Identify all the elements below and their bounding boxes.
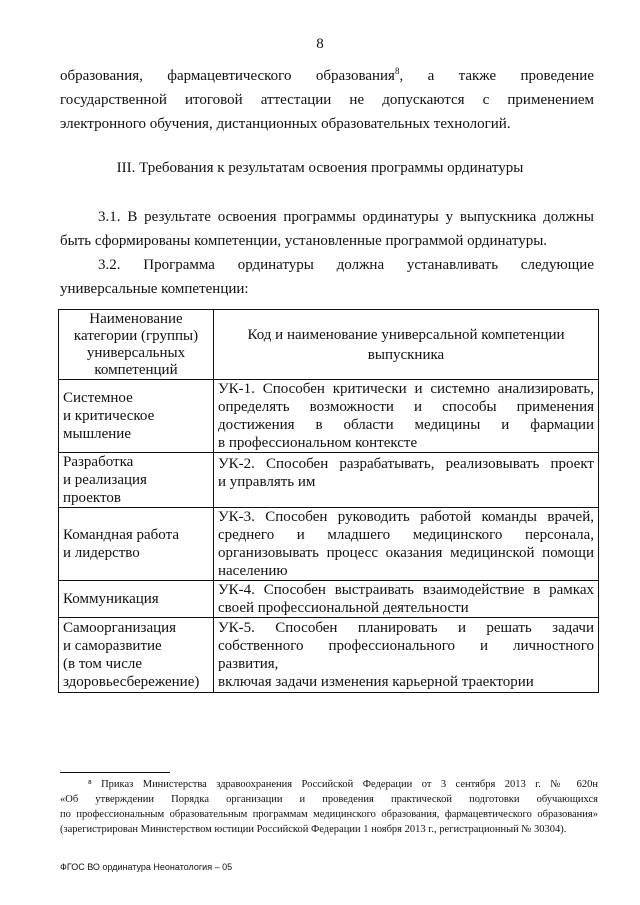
category-line: Системное xyxy=(63,390,133,406)
footnote-divider xyxy=(60,772,170,773)
footnote-line: по профессиональным образовательным программам медицинского образования, фармацевтического образования» xyxy=(60,809,598,820)
header-competence-line: Код и наименование универсальной компетенции xyxy=(247,326,565,343)
competence-line: включая задачи изменения карьерной траектории xyxy=(218,674,534,690)
competence-cell xyxy=(214,581,599,618)
category-line: Командная работа xyxy=(63,527,180,543)
category-line: Разработка xyxy=(63,454,134,470)
category-cell xyxy=(59,581,214,618)
category-line: и реализация xyxy=(63,472,147,488)
table-row xyxy=(59,581,599,618)
category-line: проектов xyxy=(63,490,121,506)
competence-line: своей профессиональной деятельности xyxy=(218,600,469,616)
category-cell xyxy=(59,380,214,453)
table-row xyxy=(59,618,599,693)
header-competence-line: выпускника xyxy=(367,346,445,363)
competence-cell xyxy=(214,453,599,508)
p32-line-2: универсальные компетенции: xyxy=(60,281,249,297)
paragraph-3-2 xyxy=(60,253,594,301)
competencies-table xyxy=(58,309,599,693)
competence-line: собственного профессионального и личностного развития, xyxy=(218,638,594,672)
competence-line: УК-4. Способен выстраивать взаимодействие в рамках xyxy=(218,582,594,598)
p31-line-2: быть сформированы компетенции, установленные программой ординатуры. xyxy=(60,233,548,249)
competence-cell xyxy=(214,618,599,693)
category-line: и критическое xyxy=(63,408,155,424)
footnote xyxy=(60,777,598,837)
competence-line: населению xyxy=(218,563,288,579)
category-cell xyxy=(59,508,214,581)
intro-line-2: государственной итоговой аттестации не допускаются с применением xyxy=(60,92,594,108)
intro-paragraph xyxy=(60,64,594,136)
header-competence xyxy=(214,310,599,380)
page-number: 8 xyxy=(316,36,324,52)
intro-line-3: электронного обучения, дистанционных образовательных технологий. xyxy=(60,116,511,132)
competence-line: УК-3. Способен руководить работой команды врачей, xyxy=(218,509,594,525)
competence-line: и управлять им xyxy=(218,474,316,490)
footnote-ref: 8 xyxy=(394,66,400,76)
competence-cell xyxy=(214,508,599,581)
header-category-line: универсальных xyxy=(86,344,186,361)
competence-line: УК-5. Способен планировать и решать задачи xyxy=(218,620,594,636)
category-line: здоровьесбережение) xyxy=(63,674,200,690)
section-heading: III. Требования к результатам освоения программы ординатуры xyxy=(116,160,524,176)
competence-line: организовывать процесс оказания медицинской помощи xyxy=(218,545,594,561)
competence-line: определять возможности и способы применения xyxy=(218,399,594,415)
header-category-line: категории (группы) xyxy=(73,327,199,344)
footnote-line: «Об утверждении Порядка организации и проведения практической подготовки обучающихся xyxy=(60,794,598,805)
competence-line: УК-2. Способен разрабатывать, реализовывать проект xyxy=(218,456,594,472)
table-header-row xyxy=(59,310,599,380)
category-line: и лидерство xyxy=(63,545,140,561)
category-line: и саморазвитие xyxy=(63,638,162,654)
category-line: Коммуникация xyxy=(63,591,159,607)
competence-line: достижения в области медицины и фармации xyxy=(218,417,594,433)
competence-line: среднего и младшего медицинского персонала, xyxy=(218,527,594,543)
competence-line: УК-1. Способен критически и системно анализировать, xyxy=(218,381,594,397)
category-cell xyxy=(59,618,214,693)
table-row xyxy=(59,508,599,581)
competence-line: в профессиональном контексте xyxy=(218,435,418,451)
category-line: Самоорганизация xyxy=(63,620,177,636)
header-category xyxy=(59,310,214,380)
category-line: (в том числе xyxy=(63,656,143,672)
p31-line-1: 3.1. В результате освоения программы ординатуры у выпускника должны xyxy=(98,209,594,225)
header-category-line: Наименование xyxy=(89,310,183,327)
document-footer: ФГОС ВО ординатура Неонатология – 05 xyxy=(60,862,233,872)
paragraph-3-1 xyxy=(60,205,594,253)
table-row xyxy=(59,380,599,453)
footnote-line: ⁸ Приказ Министерства здравоохранения Российской Федерации от 3 сентября 2013 г. № 620н xyxy=(88,779,598,790)
competence-cell xyxy=(214,380,599,453)
header-category-line: компетенций xyxy=(94,361,178,378)
category-cell xyxy=(59,453,214,508)
intro-line-1: образования, фармацевтического образования$^8$, а также проведение xyxy=(60,66,594,84)
table-row xyxy=(59,453,599,508)
footnote-line: (зарегистрирован Министерством юстиции Российской Федерации 1 ноября 2013 г., регистрационный № 30304). xyxy=(60,824,567,835)
category-line: мышление xyxy=(63,426,131,442)
p32-line-1: 3.2. Программа ординатуры должна устанавливать следующие xyxy=(98,257,594,273)
